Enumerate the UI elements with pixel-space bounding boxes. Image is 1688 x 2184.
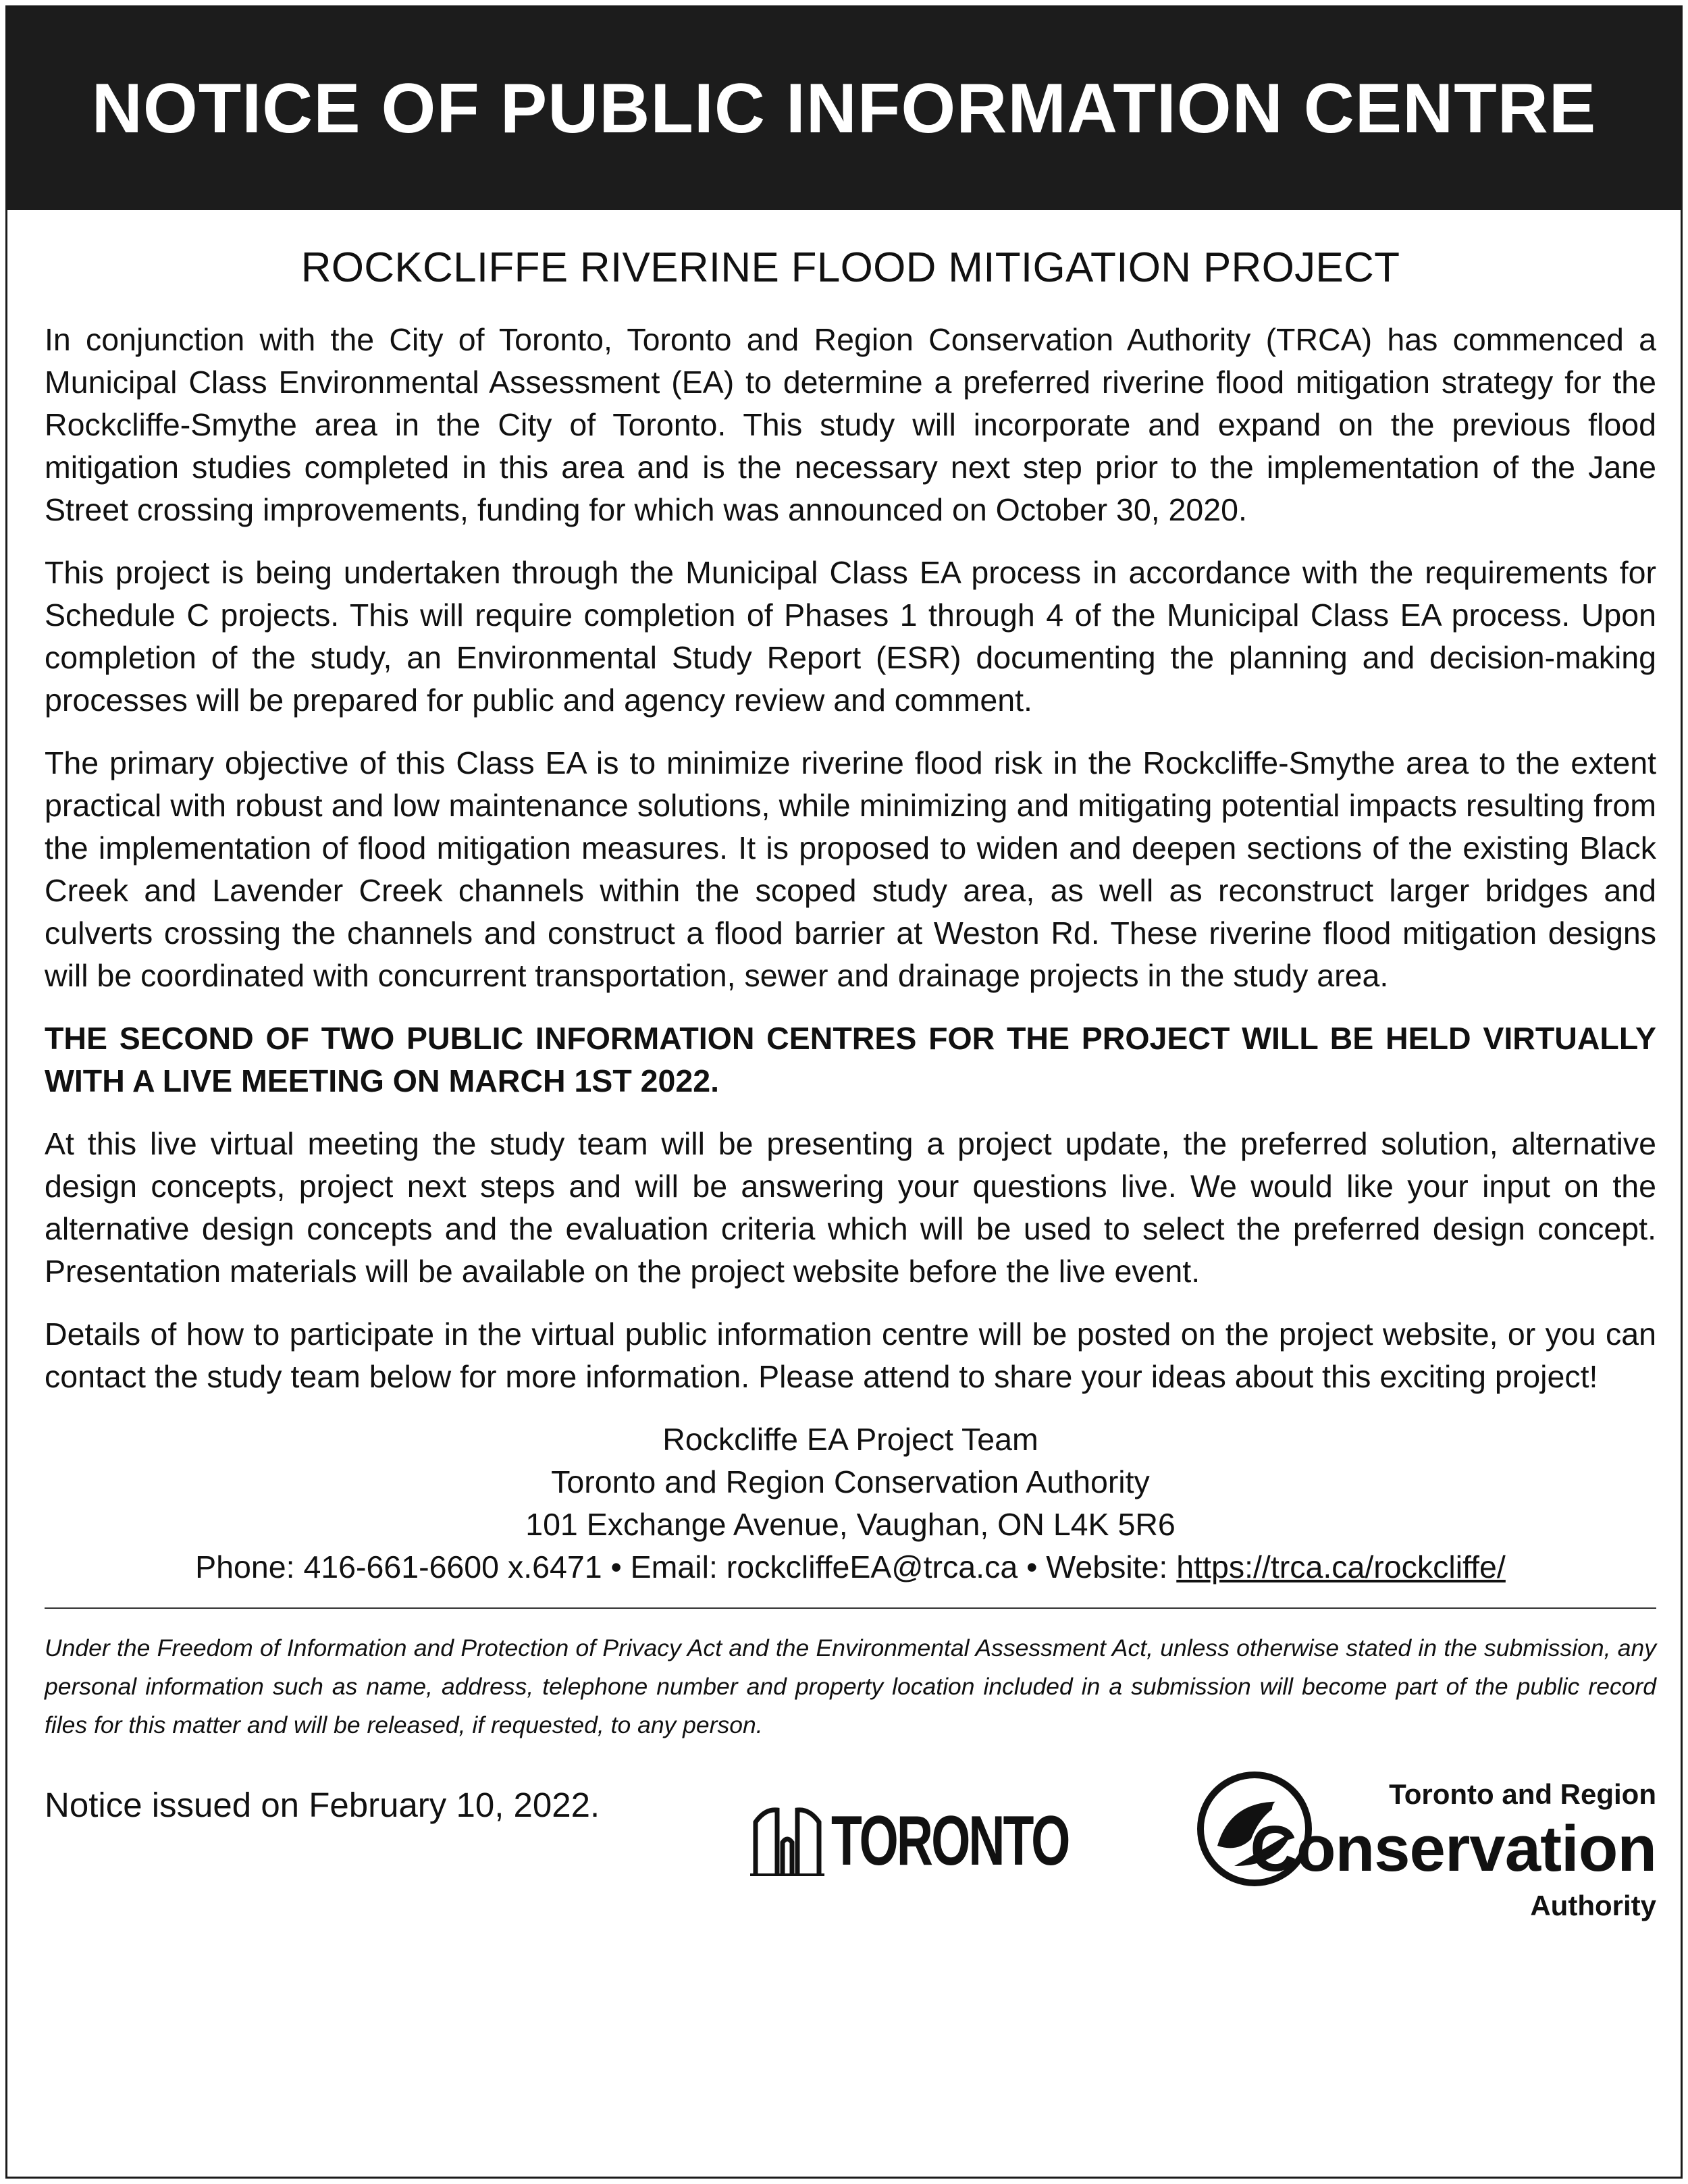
trca-logo-middle: Conservation (1250, 1813, 1656, 1885)
trca-logo-bottom: Authority (1530, 1890, 1656, 1921)
privacy-disclaimer: Under the Freedom of Information and Protection of Privacy Act and the Environmental Assessment Act, unless otherwise stated in the submission, any personal information such as name, address, telephone number and property location included in a submission will become part of the public record files for this matter and will be released, if requested, to any person. (45, 1634, 1656, 1738)
notice-banner (7, 7, 1681, 210)
notice-content (45, 244, 1656, 1940)
issued-date: Notice issued on February 10, 2022. (45, 1786, 600, 1824)
contact-phone-email: Phone: 416-661-6600 x.6471 • Email: rockcliffeEA@trca.ca • Website: (195, 1549, 1177, 1584)
contact-team: Rockcliffe EA Project Team (662, 1422, 1038, 1457)
toronto-wordmark: TORONTO (831, 1802, 1069, 1880)
trca-logo (1197, 1765, 1656, 1934)
trca-logo-top: Toronto and Region (1389, 1778, 1656, 1810)
contact-org: Toronto and Region Conservation Authority (551, 1464, 1150, 1499)
paragraph-participation: Details of how to participate in the virtual public information centre will be posted on the project website, or you can contact the study team below for more information. Please attend to share your ideas about this exciting project! (45, 1316, 1656, 1394)
paragraph-process: This project is being undertaken through the Municipal Class EA process in accordance with the requirements for Schedule C projects. This will require completion of Phases 1 through 4 of the Municipal Class EA process. Upon completion of the study, an Environmental Study Report (ESR) documenting the planning and decision-making processes will be prepared for public and agency review and comment. (45, 555, 1656, 718)
contact-address: 101 Exchange Avenue, Vaughan, ON L4K 5R6 (525, 1507, 1176, 1542)
notice-frame (5, 5, 1683, 2179)
meeting-announcement: THE SECOND OF TWO PUBLIC INFORMATION CENTRES FOR THE PROJECT WILL BE HELD VIRTUALLY WITH A LIVE MEETING ON MARCH 1ST 2022. (45, 1021, 1656, 1098)
contact-block (45, 1418, 1656, 1589)
contact-phone-email-line (45, 1546, 1656, 1589)
city-hall-icon (750, 1795, 824, 1876)
paragraph-meeting-details: At this live virtual meeting the study team will be presenting a project update, the preferred solution, alternative design concepts, project next steps and will be answering your questions live. We would like your input on the alternative design concepts and the evaluation criteria which will be used to select the preferred design concept. Presentation materials will be available on the project website before the live event. (45, 1126, 1656, 1289)
website-link[interactable]: https://trca.ca/rockcliffe/ (1176, 1549, 1506, 1584)
footer (45, 1765, 1656, 1940)
project-title: ROCKCLIFFE RIVERINE FLOOD MITIGATION PROJECT (300, 244, 1400, 291)
notice-title: NOTICE OF PUBLIC INFORMATION CENTRE (91, 69, 1597, 148)
divider (45, 1607, 1656, 1609)
paragraph-objective: The primary objective of this Class EA is to minimize riverine flood risk in the Rockcliffe-Smythe area to the extent practical with robust and low maintenance solutions, while minimizing and mitigating potential impacts resulting from the implementation of flood mitigation measures. It is proposed to widen and deepen sections of the existing Black Creek and Lavender Creek channels within the scoped study area, as well as reconstruct larger bridges and culverts crossing the channels and construct a flood barrier at Weston Rd. These riverine flood mitigation designs will be coordinated with concurrent transportation, sewer and drainage projects in the study area. (45, 745, 1656, 993)
paragraph-intro: In conjunction with the City of Toronto, Toronto and Region Conservation Authority (TRCA) has commenced a Municipal Class Environmental Assessment (EA) to determine a preferred riverine flood mitigation strategy for the Rockcliffe-Smythe area in the City of Toronto. This study will incorporate and expand on the previous flood mitigation studies completed in this area and is the necessary next step prior to the implementation of the Jane Street crossing improvements, funding for which was announced on October 30, 2020. (45, 322, 1656, 527)
city-of-toronto-logo (750, 1795, 1161, 1880)
